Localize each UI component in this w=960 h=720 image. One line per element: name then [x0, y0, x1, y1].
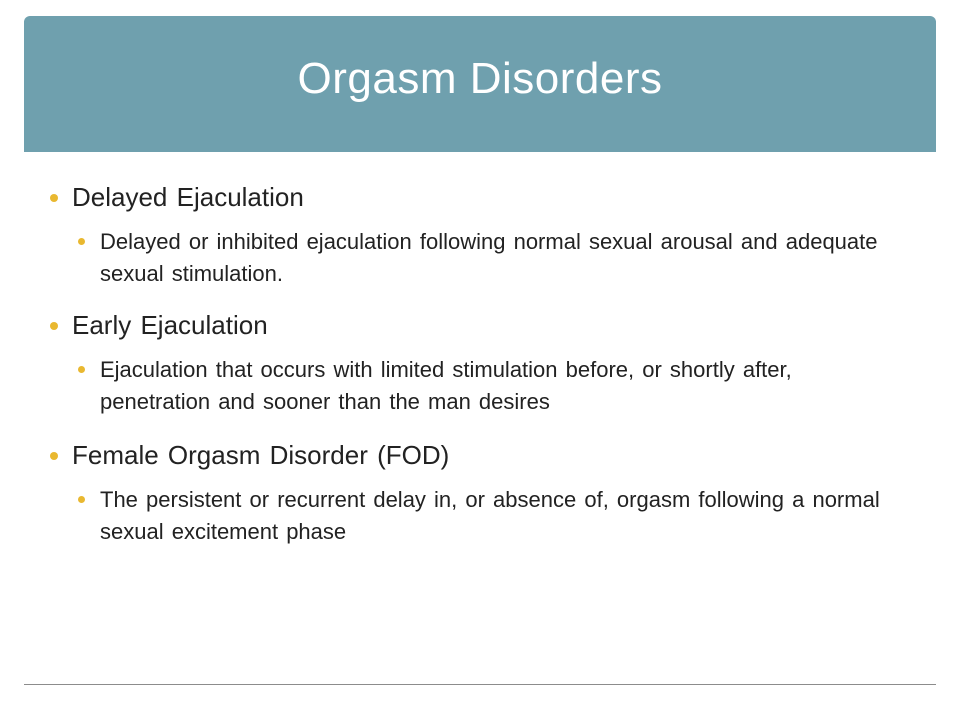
- sub-bullet-text: Ejaculation that occurs with limited stimulation before, or shortly after, penetration and sooner than the man desires: [100, 357, 792, 414]
- sub-bullet-text: Delayed or inhibited ejaculation following normal sexual arousal and adequate sexual stimulation.: [100, 229, 878, 286]
- sub-bullet-delayed-ejaculation: [48, 226, 908, 290]
- bullet-dot-icon: [50, 322, 58, 330]
- bullet-item-delayed-ejaculation: [48, 180, 908, 214]
- sub-bullet-female-orgasm-disorder: [48, 484, 908, 548]
- title-banner: [24, 16, 936, 152]
- slide-title: Orgasm Disorders: [297, 54, 663, 103]
- bullet-heading: Delayed Ejaculation: [72, 182, 304, 212]
- sub-bullet-text: The persistent or recurrent delay in, or absence of, orgasm following a normal sexual excitement phase: [100, 487, 880, 544]
- sub-bullet-early-ejaculation: [48, 354, 908, 418]
- bullet-item-early-ejaculation: [48, 308, 908, 342]
- bullet-dot-icon: [78, 496, 85, 503]
- slide-content: [48, 176, 908, 548]
- bullet-heading: Female Orgasm Disorder (FOD): [72, 440, 450, 470]
- bullet-dot-icon: [78, 366, 85, 373]
- bullet-dot-icon: [50, 194, 58, 202]
- bullet-heading: Early Ejaculation: [72, 310, 268, 340]
- bullet-item-female-orgasm-disorder: [48, 438, 908, 472]
- footer-divider: [24, 684, 936, 685]
- bullet-dot-icon: [50, 452, 58, 460]
- bullet-dot-icon: [78, 238, 85, 245]
